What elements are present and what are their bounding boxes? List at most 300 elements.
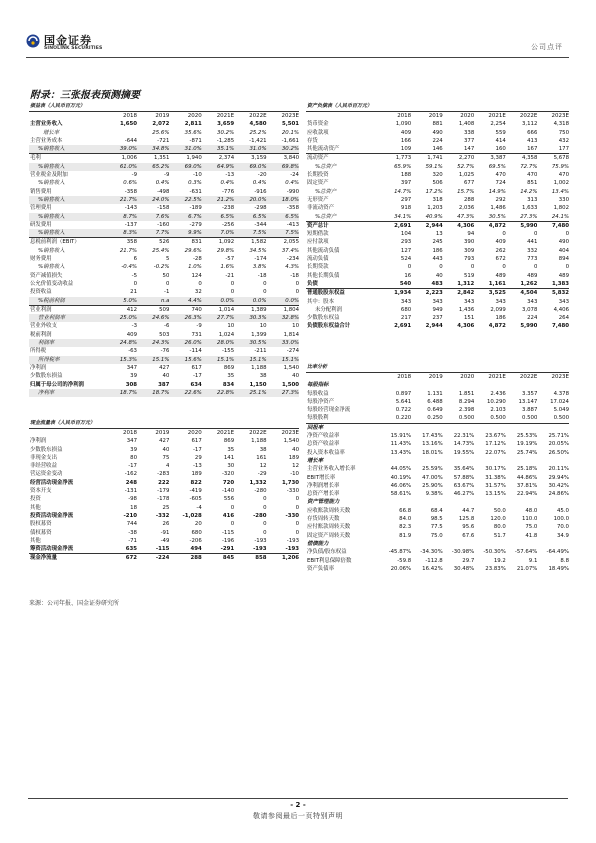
row-label: 净资产收益率	[307, 433, 340, 440]
table-cell: 24.3%	[137, 339, 169, 347]
row-label: %税前利润	[29, 297, 105, 306]
table-cell	[443, 540, 475, 548]
table-cell: 7.7%	[137, 229, 169, 238]
table-cell: 109	[400, 146, 412, 153]
row-label: 其他	[30, 537, 41, 544]
row-label: 少数股东损益	[30, 446, 63, 453]
table-cell: 38	[259, 373, 267, 380]
row-label: 增长率	[43, 129, 60, 136]
table-cell: 0.897	[395, 390, 412, 397]
table-cell: -189	[189, 205, 202, 212]
table-row	[29, 305, 299, 314]
table-cell: 18.01%	[422, 449, 443, 456]
table-cell: 30.5%	[234, 339, 266, 347]
table-cell: 44.86%	[516, 474, 538, 481]
row-label: 非流动资产	[307, 205, 334, 212]
table-cell: 540	[399, 280, 412, 287]
row-label: 股权募资	[30, 521, 52, 528]
table-cell: 1.0%	[188, 264, 202, 271]
table-cell: 0	[295, 504, 299, 511]
table-cell: 34.9	[556, 532, 569, 539]
row-label: 负债股东权益合计	[307, 323, 351, 330]
table-cell: 9.1	[528, 557, 538, 564]
table-cell: 224	[527, 315, 538, 322]
table-cell: 23.67%	[485, 433, 506, 440]
table-cell: 30.17%	[485, 466, 506, 473]
table-cell: 19.55%	[453, 449, 475, 456]
table-cell: 869	[223, 438, 235, 445]
table-cell: 0	[470, 264, 475, 271]
table-row	[29, 288, 299, 296]
row-label: 所得税率	[29, 356, 105, 364]
table-cell: 1,006	[105, 154, 137, 163]
table-row	[29, 347, 299, 355]
table-row	[29, 479, 299, 487]
table-cell: 8.7%	[105, 213, 137, 221]
row-label: 归属于母公司的净利润	[30, 381, 84, 388]
year-header: 2023E	[551, 113, 569, 119]
row-label: 应收账款周转天数	[307, 507, 351, 514]
table-row	[306, 213, 569, 222]
table-cell: 0	[502, 264, 506, 271]
row-label: 其他流动资产	[307, 146, 340, 153]
table-cell: 0	[502, 231, 506, 238]
table-cell: 68.4	[430, 507, 443, 514]
table-cell: 427	[159, 364, 170, 371]
table-cell: 1,090	[395, 121, 412, 128]
table-cell: 245	[432, 239, 443, 246]
table-cell: 343	[463, 298, 475, 305]
table-cell: -283	[157, 471, 170, 478]
row-label: 无形资产	[307, 196, 329, 203]
row-label: 管理费用	[30, 205, 52, 212]
table-cell: 5,678	[537, 154, 569, 163]
table-cell: 1,934	[380, 289, 412, 298]
table-cell: 2,254	[490, 121, 506, 128]
table-cell: 2.436	[490, 390, 506, 397]
table-row	[306, 548, 569, 556]
table-row	[29, 545, 299, 554]
table-row	[29, 495, 299, 503]
table-cell: -9	[131, 172, 137, 179]
table-cell: 0.0%	[234, 297, 266, 306]
table-row	[306, 255, 569, 263]
table-row	[306, 221, 569, 230]
table-cell: 67.6	[462, 532, 475, 539]
table-cell: 94	[467, 231, 475, 238]
row-label: %总资产	[315, 163, 337, 170]
table-cell: 161	[256, 454, 267, 461]
table-cell: 167	[527, 146, 538, 153]
table-cell: 0.220	[395, 415, 412, 422]
table-cell: 4,504	[506, 289, 538, 298]
table-cell: 1,500	[281, 381, 299, 388]
table-cell: 0.500	[490, 415, 506, 422]
table-row	[306, 163, 569, 171]
table-cell: 2,842	[443, 289, 475, 298]
table-cell: 35	[227, 446, 235, 453]
table-cell	[537, 381, 569, 389]
table-cell: 65.2%	[137, 163, 169, 171]
table-cell: 483	[431, 280, 443, 287]
table-cell: 61.0%	[105, 163, 137, 171]
table-cell: 15.1%	[267, 356, 299, 364]
row-label: 营业利润	[29, 305, 105, 314]
table-row	[29, 188, 299, 196]
table-cell: 617	[191, 364, 202, 371]
table-row	[306, 565, 569, 573]
table-cell: 40	[162, 373, 170, 380]
table-cell: 1.851	[458, 390, 475, 397]
cash-flow-table	[29, 418, 299, 563]
table-cell: 731	[191, 331, 202, 338]
table-cell: -211	[254, 348, 267, 355]
table-cell: 63.67%	[453, 482, 475, 489]
table-cell	[537, 457, 569, 465]
table-cell	[411, 540, 443, 548]
table-cell: 0	[230, 280, 235, 287]
row-label: 净利率	[29, 389, 105, 397]
table-cell: -17	[192, 446, 202, 453]
row-label: 偿债能力	[307, 540, 329, 547]
year-header: 2020	[460, 113, 475, 119]
table-cell: 21.7%	[119, 247, 137, 254]
table-cell: -990	[286, 188, 299, 195]
table-cell: 39	[130, 446, 137, 453]
table-cell: 37.4%	[281, 247, 299, 254]
row-label: 营业外收支	[30, 323, 57, 330]
table-row	[306, 238, 569, 246]
table-cell: 75.0	[525, 524, 538, 531]
table-cell: 26.0%	[169, 339, 201, 347]
table-row	[306, 289, 569, 298]
table-cell: -178	[157, 496, 170, 503]
table-cell: 29.94%	[548, 474, 569, 481]
row-label: 长期投资	[307, 172, 329, 179]
row-label: 每股股利	[307, 415, 329, 422]
table-cell: 308	[125, 381, 137, 388]
table-cell: 9.38%	[425, 491, 443, 498]
table-cell: -112.8	[425, 557, 443, 564]
table-cell: 519	[463, 272, 475, 279]
table-cell: 0.6%	[123, 180, 137, 187]
row-label: %总资产	[315, 213, 337, 220]
table-cell: 4,318	[553, 121, 569, 128]
table-row	[29, 554, 299, 563]
table-cell: 494	[190, 546, 202, 553]
table-cell: 160	[495, 146, 506, 153]
table-cell: -50.30%	[483, 549, 506, 556]
table-cell: 34.1%	[394, 213, 412, 220]
table-cell: -0.2%	[153, 264, 170, 271]
row-label: 营业税金及附加	[30, 172, 68, 179]
table-cell: 15.91%	[390, 433, 412, 440]
table-cell: -18	[290, 272, 299, 279]
table-cell: -6	[164, 323, 170, 330]
table-cell	[474, 423, 506, 432]
table-cell: 556	[223, 496, 235, 503]
table-cell: 23.83%	[485, 565, 506, 572]
row-label: %销售收入	[29, 229, 105, 238]
table-cell: 2,099	[490, 306, 506, 313]
table-cell: 39.0%	[105, 145, 137, 154]
table-cell: 0	[230, 504, 235, 511]
table-cell: 24.0%	[137, 196, 169, 204]
table-cell: 48.0	[525, 507, 538, 514]
table-cell: 100.0	[553, 516, 569, 523]
table-cell	[105, 129, 137, 137]
header-row	[29, 429, 299, 437]
table-cell: 69.0%	[234, 163, 266, 171]
table-row	[29, 470, 299, 478]
table-cell: 31.57%	[485, 482, 506, 489]
table-cell: -644	[124, 137, 137, 144]
table-cell: 7.6%	[137, 213, 169, 221]
table-cell: 2,944	[425, 323, 443, 330]
table-cell: 15.1%	[234, 356, 266, 364]
table-cell: 124	[191, 272, 202, 279]
table-cell: 672	[105, 554, 137, 563]
table-cell	[537, 540, 569, 548]
page-number: - 2 -	[290, 801, 306, 809]
row-label: 公允价值变动收益	[30, 280, 74, 287]
table-cell: 15.6%	[169, 356, 201, 364]
table-cell: 125.8	[458, 516, 475, 523]
table-cell: 82.3	[399, 524, 412, 531]
table-cell: 21	[130, 289, 137, 296]
table-cell: -3	[131, 323, 137, 330]
table-row	[306, 449, 569, 457]
table-cell: -776	[221, 188, 235, 195]
row-label: EBIT增长率	[307, 474, 336, 481]
table-cell: -193	[286, 537, 299, 544]
table-row	[29, 120, 299, 128]
table-cell: 11.43%	[390, 441, 412, 448]
table-row	[29, 437, 299, 445]
table-cell: 80	[130, 454, 137, 461]
table-cell: -64.49%	[546, 549, 569, 556]
row-label: %销售收入	[29, 196, 105, 204]
table-cell: -332	[155, 512, 170, 519]
table-cell: 15.7%	[457, 188, 475, 195]
table-cell: 40	[292, 373, 299, 380]
year-header: 2019	[155, 113, 170, 119]
row-label: 总资产增长率	[307, 491, 340, 498]
table-cell: -320	[221, 471, 235, 478]
table-cell: 18.49%	[548, 565, 569, 572]
table-cell: -1,028	[182, 512, 202, 519]
table-row	[29, 462, 299, 470]
table-cell: 0	[198, 280, 202, 287]
table-row	[29, 179, 299, 187]
table-cell: 0	[295, 289, 299, 296]
table-cell: n.a	[137, 297, 169, 306]
table-cell: 470	[495, 172, 506, 179]
table-cell: 51.7	[493, 532, 506, 539]
footer-divider	[28, 798, 568, 799]
table-cell: 1,351	[137, 154, 169, 163]
table-row	[29, 272, 299, 280]
row-label: 销售费用	[30, 188, 52, 195]
table-cell: 4	[165, 463, 170, 470]
table-cell: 177	[558, 146, 569, 153]
table-cell: -17	[192, 373, 202, 380]
table-cell: 40.19%	[390, 474, 412, 481]
table-cell: 10	[259, 323, 267, 330]
row-label: %销售收入	[38, 247, 65, 254]
table-cell: 318	[432, 196, 443, 203]
table-cell: 6.5%	[202, 213, 234, 221]
table-cell: 75.0	[430, 532, 443, 539]
table-row	[29, 389, 299, 397]
table-cell: 166	[400, 137, 412, 144]
table-cell: -98	[128, 496, 137, 503]
row-label: 固定资产	[307, 180, 329, 187]
table-row	[306, 432, 569, 440]
table-cell: 3.357	[521, 390, 538, 397]
row-label: 应付款项	[307, 239, 329, 246]
table-cell: 397	[400, 180, 412, 187]
footer-disclaimer: 敬请参阅最后一页特别声明	[253, 812, 343, 820]
table-cell: 38	[259, 446, 267, 453]
table-cell	[506, 457, 538, 465]
table-cell: 64.9%	[202, 163, 234, 171]
table-cell: 470	[558, 172, 569, 179]
row-label: 净利润	[30, 438, 47, 445]
table-cell: 13.4%	[551, 188, 569, 195]
table-row	[29, 487, 299, 495]
year-header: 2019	[428, 374, 443, 380]
table-cell: 2,223	[411, 289, 443, 298]
table-cell: 31.0%	[169, 145, 201, 154]
row-label: 其他	[30, 504, 41, 511]
table-cell: 31.0%	[234, 145, 266, 154]
table-row	[306, 154, 569, 163]
table-cell: 0.4%	[220, 180, 235, 187]
table-cell: 189	[288, 454, 299, 461]
table-cell: 4.378	[553, 390, 569, 397]
table-cell: 409	[400, 129, 412, 136]
table-cell: 189	[191, 471, 202, 478]
row-label: 其中：股本	[307, 298, 334, 305]
table-cell: 634	[190, 381, 202, 388]
table-cell: 617	[191, 438, 202, 445]
table-cell: -131	[124, 488, 137, 495]
table-cell: 9.9%	[169, 229, 201, 238]
row-label: 资产减值损失	[30, 272, 63, 279]
table-cell: 1.131	[427, 390, 443, 397]
table-cell: 1.6%	[220, 264, 235, 271]
table-cell: 0	[133, 280, 137, 287]
table-cell: 22.5%	[169, 196, 201, 204]
table-cell: -114	[189, 348, 202, 355]
table-cell: 25.0%	[105, 314, 137, 322]
table-cell: 30.2%	[267, 145, 299, 154]
row-label: 投资	[30, 496, 41, 503]
row-label: 负债	[307, 280, 318, 287]
table-row	[306, 540, 569, 548]
table-cell: -21	[225, 272, 235, 279]
table-row	[306, 230, 569, 238]
row-label: 存货	[307, 137, 318, 144]
table-cell: 414	[495, 137, 506, 144]
table-cell: 470	[527, 172, 538, 179]
table-cell: -330	[286, 488, 299, 495]
table-cell: -17	[128, 463, 137, 470]
table-cell: 3.8%	[252, 264, 267, 271]
table-cell: -1	[164, 289, 170, 296]
row-label: %销售收入	[29, 145, 105, 154]
row-label: 资产管理能力	[307, 499, 340, 506]
header-row	[306, 373, 569, 381]
row-label: 回报率	[306, 423, 380, 432]
table-cell: -18	[257, 272, 267, 279]
table-cell: 77.5	[430, 524, 443, 531]
table-cell: 120.0	[490, 516, 506, 523]
table-cell: -28	[192, 256, 202, 263]
table-row	[29, 204, 299, 212]
table-cell: -57	[225, 256, 235, 263]
data-table	[29, 429, 299, 563]
table-cell: 15.1%	[137, 356, 169, 364]
table-cell: 32.8%	[267, 314, 299, 322]
table-cell: -13	[192, 463, 202, 470]
table-cell: 1,408	[458, 121, 475, 128]
table-cell: 25.71%	[548, 433, 569, 440]
table-cell: 3,078	[521, 306, 538, 313]
table-cell: 526	[137, 238, 169, 247]
row-label: 资产总计	[306, 221, 380, 230]
table-cell: 84.0	[399, 516, 412, 523]
table-cell: 1,540	[283, 438, 299, 445]
table-cell: 1,540	[283, 364, 299, 371]
table-row	[306, 381, 569, 389]
table-cell: 343	[432, 298, 443, 305]
table-cell: 19.19%	[516, 441, 538, 448]
row-label: %销售收入	[29, 163, 105, 171]
table-cell: 1,206	[267, 554, 299, 563]
table-cell: -9	[196, 323, 202, 330]
table-cell: 26	[162, 521, 170, 528]
table-cell: 72.7%	[520, 163, 538, 170]
table-cell: 0.4%	[285, 180, 299, 187]
table-cell: 13.147	[518, 398, 538, 405]
table-row	[29, 372, 299, 380]
table-cell: 6.5%	[267, 213, 299, 221]
table-cell	[443, 457, 475, 465]
table-row	[29, 280, 299, 288]
table-cell: 443	[432, 256, 443, 263]
table-cell: 66.8	[399, 507, 412, 514]
table-cell: 0.722	[395, 407, 412, 414]
table-cell: 50	[162, 272, 170, 279]
table-cell: 0	[295, 529, 299, 536]
table-cell: 217	[400, 315, 412, 322]
table-cell: 0	[407, 264, 412, 271]
table-cell: -298	[254, 205, 267, 212]
table-cell: 503	[159, 331, 170, 338]
table-row	[29, 356, 299, 364]
table-row	[306, 423, 569, 432]
table-cell	[474, 381, 506, 389]
table-title: 比率分析	[306, 362, 569, 373]
table-cell: 12	[259, 463, 267, 470]
report-type: 公司点评	[531, 43, 563, 51]
table-row	[29, 314, 299, 322]
table-cell: 28.0%	[202, 339, 234, 347]
table-cell: 3,525	[474, 289, 506, 298]
row-label: 少数股东权益	[307, 315, 340, 322]
